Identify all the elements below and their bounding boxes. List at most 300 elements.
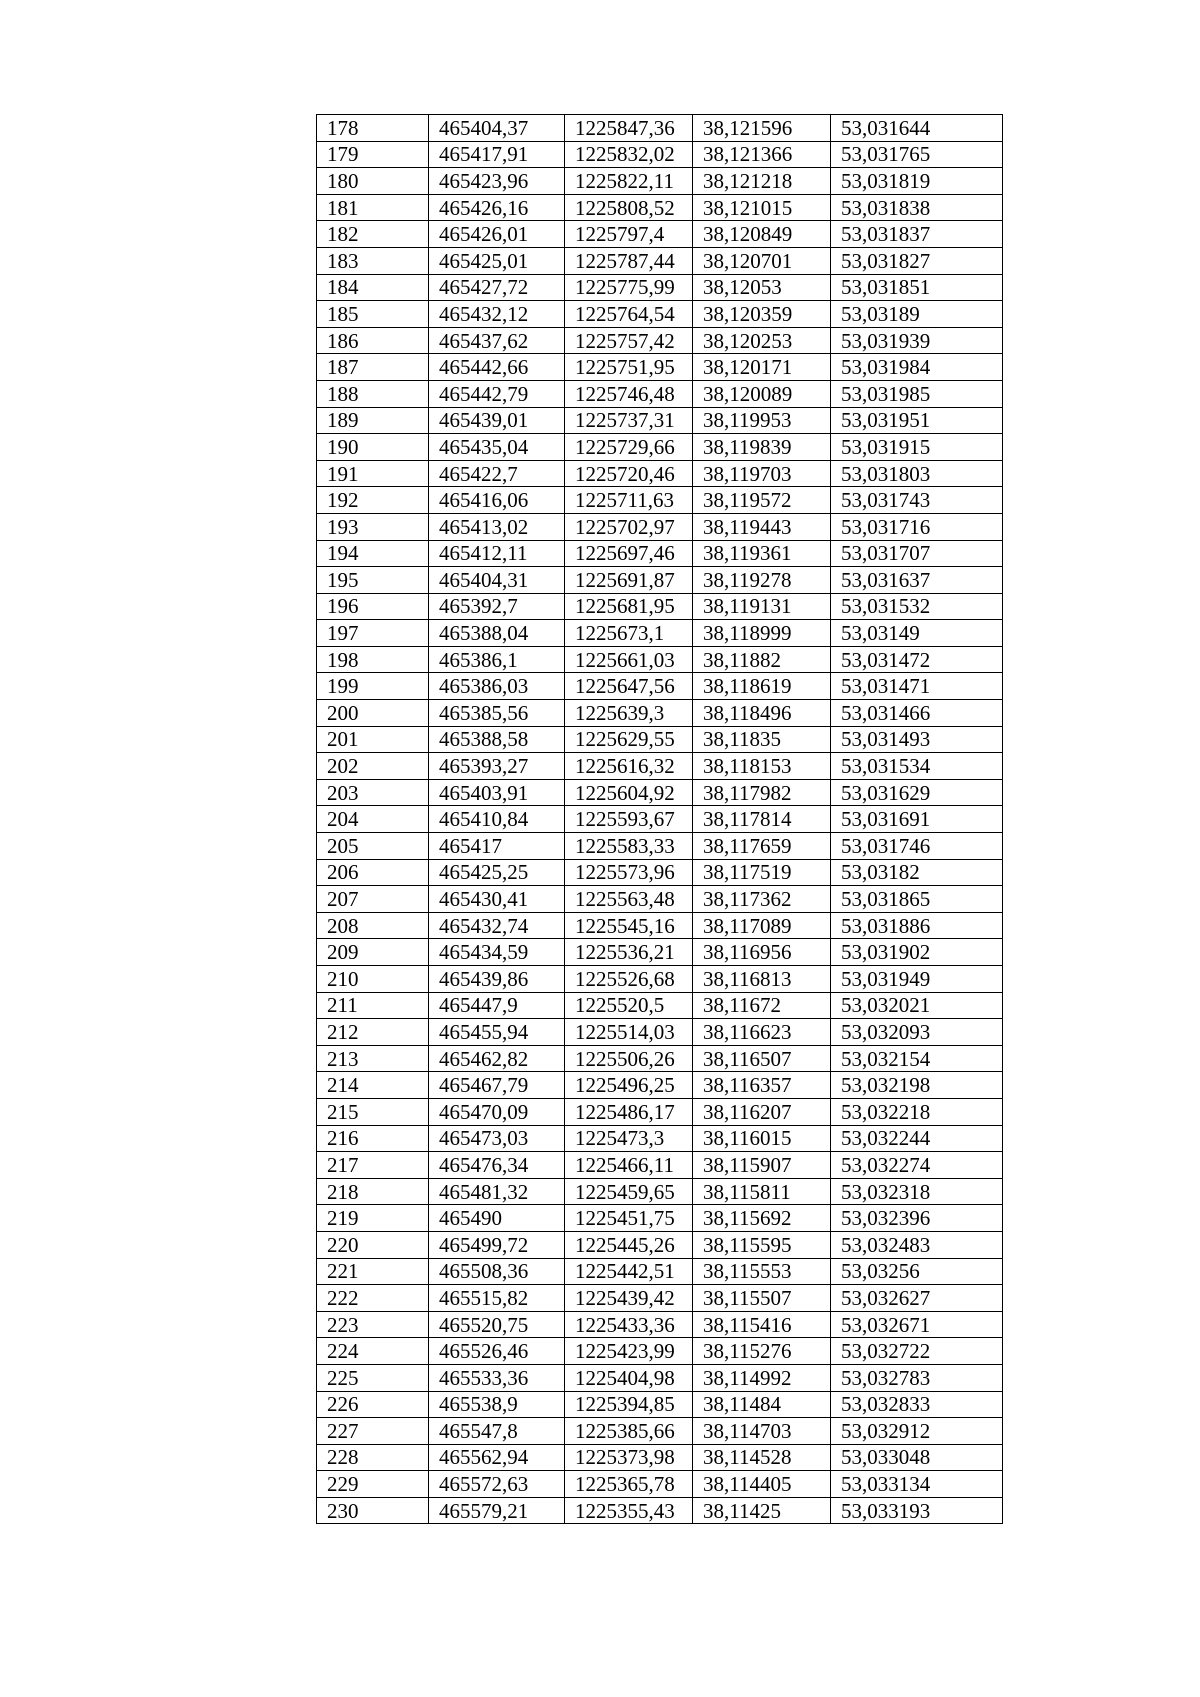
x-coordinate-cell: 465413,02 — [429, 513, 565, 540]
latitude-cell: 53,031637 — [831, 567, 1003, 594]
point-number-cell: 200 — [317, 700, 429, 727]
x-coordinate-cell: 465508,36 — [429, 1258, 565, 1285]
longitude-cell: 38,116623 — [693, 1019, 831, 1046]
point-number-cell: 222 — [317, 1285, 429, 1312]
point-number-cell: 189 — [317, 407, 429, 434]
point-number-cell: 195 — [317, 567, 429, 594]
point-number-cell: 215 — [317, 1098, 429, 1125]
coordinates-table — [316, 114, 1003, 1524]
latitude-cell: 53,03189 — [831, 301, 1003, 328]
y-coordinate-cell: 1225394,85 — [565, 1391, 693, 1418]
latitude-cell: 53,032318 — [831, 1178, 1003, 1205]
latitude-cell: 53,031851 — [831, 274, 1003, 301]
point-number-cell: 219 — [317, 1205, 429, 1232]
latitude-cell: 53,03149 — [831, 620, 1003, 647]
point-number-cell: 208 — [317, 912, 429, 939]
longitude-cell: 38,119572 — [693, 487, 831, 514]
y-coordinate-cell: 1225496,25 — [565, 1072, 693, 1099]
x-coordinate-cell: 465417,91 — [429, 141, 565, 168]
table-row — [317, 1125, 1003, 1152]
table-row — [317, 1019, 1003, 1046]
longitude-cell: 38,116207 — [693, 1098, 831, 1125]
y-coordinate-cell: 1225639,3 — [565, 700, 693, 727]
y-coordinate-cell: 1225729,66 — [565, 434, 693, 461]
point-number-cell: 187 — [317, 354, 429, 381]
point-number-cell: 197 — [317, 620, 429, 647]
table-row — [317, 1444, 1003, 1471]
latitude-cell: 53,031471 — [831, 673, 1003, 700]
longitude-cell: 38,117814 — [693, 806, 831, 833]
point-number-cell: 213 — [317, 1045, 429, 1072]
point-number-cell: 178 — [317, 115, 429, 142]
point-number-cell: 223 — [317, 1311, 429, 1338]
latitude-cell: 53,031472 — [831, 646, 1003, 673]
y-coordinate-cell: 1225775,99 — [565, 274, 693, 301]
y-coordinate-cell: 1225593,67 — [565, 806, 693, 833]
x-coordinate-cell: 465533,36 — [429, 1364, 565, 1391]
x-coordinate-cell: 465430,41 — [429, 886, 565, 913]
point-number-cell: 184 — [317, 274, 429, 301]
table-row — [317, 620, 1003, 647]
latitude-cell: 53,032396 — [831, 1205, 1003, 1232]
x-coordinate-cell: 465385,56 — [429, 700, 565, 727]
point-number-cell: 190 — [317, 434, 429, 461]
table-row — [317, 859, 1003, 886]
longitude-cell: 38,119953 — [693, 407, 831, 434]
x-coordinate-cell: 465425,01 — [429, 247, 565, 274]
x-coordinate-cell: 465426,01 — [429, 221, 565, 248]
y-coordinate-cell: 1225720,46 — [565, 460, 693, 487]
x-coordinate-cell: 465572,63 — [429, 1471, 565, 1498]
table-row — [317, 833, 1003, 860]
y-coordinate-cell: 1225691,87 — [565, 567, 693, 594]
point-number-cell: 218 — [317, 1178, 429, 1205]
x-coordinate-cell: 465579,21 — [429, 1497, 565, 1524]
y-coordinate-cell: 1225545,16 — [565, 912, 693, 939]
latitude-cell: 53,031915 — [831, 434, 1003, 461]
latitude-cell: 53,031951 — [831, 407, 1003, 434]
x-coordinate-cell: 465386,1 — [429, 646, 565, 673]
y-coordinate-cell: 1225355,43 — [565, 1497, 693, 1524]
x-coordinate-cell: 465388,04 — [429, 620, 565, 647]
point-number-cell: 212 — [317, 1019, 429, 1046]
x-coordinate-cell: 465404,37 — [429, 115, 565, 142]
x-coordinate-cell: 465425,25 — [429, 859, 565, 886]
longitude-cell: 38,11484 — [693, 1391, 831, 1418]
latitude-cell: 53,031939 — [831, 327, 1003, 354]
x-coordinate-cell: 465490 — [429, 1205, 565, 1232]
y-coordinate-cell: 1225536,21 — [565, 939, 693, 966]
latitude-cell: 53,031985 — [831, 380, 1003, 407]
x-coordinate-cell: 465439,01 — [429, 407, 565, 434]
y-coordinate-cell: 1225365,78 — [565, 1471, 693, 1498]
longitude-cell: 38,114992 — [693, 1364, 831, 1391]
table-row — [317, 1497, 1003, 1524]
y-coordinate-cell: 1225661,03 — [565, 646, 693, 673]
y-coordinate-cell: 1225681,95 — [565, 593, 693, 620]
latitude-cell: 53,032154 — [831, 1045, 1003, 1072]
longitude-cell: 38,118619 — [693, 673, 831, 700]
point-number-cell: 207 — [317, 886, 429, 913]
latitude-cell: 53,031743 — [831, 487, 1003, 514]
latitude-cell: 53,031746 — [831, 833, 1003, 860]
point-number-cell: 229 — [317, 1471, 429, 1498]
point-number-cell: 182 — [317, 221, 429, 248]
y-coordinate-cell: 1225746,48 — [565, 380, 693, 407]
table-row — [317, 1231, 1003, 1258]
longitude-cell: 38,121366 — [693, 141, 831, 168]
latitude-cell: 53,031819 — [831, 168, 1003, 195]
point-number-cell: 185 — [317, 301, 429, 328]
x-coordinate-cell: 465422,7 — [429, 460, 565, 487]
latitude-cell: 53,031644 — [831, 115, 1003, 142]
y-coordinate-cell: 1225808,52 — [565, 194, 693, 221]
point-number-cell: 202 — [317, 753, 429, 780]
longitude-cell: 38,119278 — [693, 567, 831, 594]
table-row — [317, 1072, 1003, 1099]
x-coordinate-cell: 465416,06 — [429, 487, 565, 514]
latitude-cell: 53,031902 — [831, 939, 1003, 966]
latitude-cell: 53,032274 — [831, 1152, 1003, 1179]
latitude-cell: 53,031886 — [831, 912, 1003, 939]
longitude-cell: 38,115553 — [693, 1258, 831, 1285]
latitude-cell: 53,032483 — [831, 1231, 1003, 1258]
y-coordinate-cell: 1225647,56 — [565, 673, 693, 700]
point-number-cell: 227 — [317, 1418, 429, 1445]
longitude-cell: 38,120701 — [693, 247, 831, 274]
table-row — [317, 1418, 1003, 1445]
table-row — [317, 700, 1003, 727]
longitude-cell: 38,118496 — [693, 700, 831, 727]
table-row — [317, 354, 1003, 381]
table-row — [317, 886, 1003, 913]
y-coordinate-cell: 1225764,54 — [565, 301, 693, 328]
x-coordinate-cell: 465562,94 — [429, 1444, 565, 1471]
latitude-cell: 53,031716 — [831, 513, 1003, 540]
longitude-cell: 38,115595 — [693, 1231, 831, 1258]
table-row — [317, 726, 1003, 753]
point-number-cell: 206 — [317, 859, 429, 886]
longitude-cell: 38,120359 — [693, 301, 831, 328]
longitude-cell: 38,120849 — [693, 221, 831, 248]
longitude-cell: 38,119703 — [693, 460, 831, 487]
longitude-cell: 38,115692 — [693, 1205, 831, 1232]
table-row — [317, 673, 1003, 700]
x-coordinate-cell: 465435,04 — [429, 434, 565, 461]
longitude-cell: 38,120171 — [693, 354, 831, 381]
table-row — [317, 380, 1003, 407]
point-number-cell: 180 — [317, 168, 429, 195]
x-coordinate-cell: 465386,03 — [429, 673, 565, 700]
x-coordinate-cell: 465404,31 — [429, 567, 565, 594]
longitude-cell: 38,117089 — [693, 912, 831, 939]
point-number-cell: 188 — [317, 380, 429, 407]
longitude-cell: 38,114405 — [693, 1471, 831, 1498]
x-coordinate-cell: 465388,58 — [429, 726, 565, 753]
point-number-cell: 204 — [317, 806, 429, 833]
y-coordinate-cell: 1225445,26 — [565, 1231, 693, 1258]
y-coordinate-cell: 1225473,3 — [565, 1125, 693, 1152]
point-number-cell: 183 — [317, 247, 429, 274]
y-coordinate-cell: 1225711,63 — [565, 487, 693, 514]
y-coordinate-cell: 1225702,97 — [565, 513, 693, 540]
x-coordinate-cell: 465417 — [429, 833, 565, 860]
y-coordinate-cell: 1225404,98 — [565, 1364, 693, 1391]
longitude-cell: 38,121015 — [693, 194, 831, 221]
y-coordinate-cell: 1225423,99 — [565, 1338, 693, 1365]
table-row — [317, 1471, 1003, 1498]
longitude-cell: 38,115416 — [693, 1311, 831, 1338]
latitude-cell: 53,031691 — [831, 806, 1003, 833]
longitude-cell: 38,115507 — [693, 1285, 831, 1312]
point-number-cell: 198 — [317, 646, 429, 673]
longitude-cell: 38,12053 — [693, 274, 831, 301]
table-row — [317, 1178, 1003, 1205]
x-coordinate-cell: 465470,09 — [429, 1098, 565, 1125]
table-row — [317, 646, 1003, 673]
longitude-cell: 38,119361 — [693, 540, 831, 567]
point-number-cell: 210 — [317, 966, 429, 993]
table-row — [317, 753, 1003, 780]
longitude-cell: 38,116813 — [693, 966, 831, 993]
y-coordinate-cell: 1225486,17 — [565, 1098, 693, 1125]
point-number-cell: 192 — [317, 487, 429, 514]
latitude-cell: 53,031827 — [831, 247, 1003, 274]
point-number-cell: 196 — [317, 593, 429, 620]
longitude-cell: 38,120089 — [693, 380, 831, 407]
y-coordinate-cell: 1225573,96 — [565, 859, 693, 886]
point-number-cell: 221 — [317, 1258, 429, 1285]
longitude-cell: 38,121596 — [693, 115, 831, 142]
point-number-cell: 186 — [317, 327, 429, 354]
longitude-cell: 38,117362 — [693, 886, 831, 913]
latitude-cell: 53,032627 — [831, 1285, 1003, 1312]
point-number-cell: 201 — [317, 726, 429, 753]
point-number-cell: 181 — [317, 194, 429, 221]
latitude-cell: 53,031984 — [831, 354, 1003, 381]
x-coordinate-cell: 465392,7 — [429, 593, 565, 620]
longitude-cell: 38,117982 — [693, 779, 831, 806]
latitude-cell: 53,032833 — [831, 1391, 1003, 1418]
y-coordinate-cell: 1225604,92 — [565, 779, 693, 806]
point-number-cell: 209 — [317, 939, 429, 966]
longitude-cell: 38,11835 — [693, 726, 831, 753]
x-coordinate-cell: 465439,86 — [429, 966, 565, 993]
longitude-cell: 38,118999 — [693, 620, 831, 647]
table-row — [317, 407, 1003, 434]
point-number-cell: 199 — [317, 673, 429, 700]
latitude-cell: 53,033193 — [831, 1497, 1003, 1524]
y-coordinate-cell: 1225563,48 — [565, 886, 693, 913]
table-row — [317, 806, 1003, 833]
x-coordinate-cell: 465481,32 — [429, 1178, 565, 1205]
point-number-cell: 214 — [317, 1072, 429, 1099]
x-coordinate-cell: 465538,9 — [429, 1391, 565, 1418]
y-coordinate-cell: 1225697,46 — [565, 540, 693, 567]
y-coordinate-cell: 1225526,68 — [565, 966, 693, 993]
table-row — [317, 513, 1003, 540]
latitude-cell: 53,032093 — [831, 1019, 1003, 1046]
y-coordinate-cell: 1225385,66 — [565, 1418, 693, 1445]
longitude-cell: 38,116507 — [693, 1045, 831, 1072]
latitude-cell: 53,031838 — [831, 194, 1003, 221]
x-coordinate-cell: 465467,79 — [429, 1072, 565, 1099]
latitude-cell: 53,032021 — [831, 992, 1003, 1019]
table-row — [317, 327, 1003, 354]
table-row — [317, 487, 1003, 514]
latitude-cell: 53,033134 — [831, 1471, 1003, 1498]
table-row — [317, 1152, 1003, 1179]
latitude-cell: 53,032783 — [831, 1364, 1003, 1391]
table-row — [317, 1285, 1003, 1312]
longitude-cell: 38,116357 — [693, 1072, 831, 1099]
latitude-cell: 53,032198 — [831, 1072, 1003, 1099]
x-coordinate-cell: 465499,72 — [429, 1231, 565, 1258]
y-coordinate-cell: 1225442,51 — [565, 1258, 693, 1285]
latitude-cell: 53,031765 — [831, 141, 1003, 168]
table-row — [317, 567, 1003, 594]
x-coordinate-cell: 465393,27 — [429, 753, 565, 780]
longitude-cell: 38,11672 — [693, 992, 831, 1019]
latitude-cell: 53,032671 — [831, 1311, 1003, 1338]
table-row — [317, 460, 1003, 487]
latitude-cell: 53,031532 — [831, 593, 1003, 620]
latitude-cell: 53,031629 — [831, 779, 1003, 806]
longitude-cell: 38,119131 — [693, 593, 831, 620]
latitude-cell: 53,032244 — [831, 1125, 1003, 1152]
y-coordinate-cell: 1225832,02 — [565, 141, 693, 168]
y-coordinate-cell: 1225737,31 — [565, 407, 693, 434]
latitude-cell: 53,031466 — [831, 700, 1003, 727]
longitude-cell: 38,117659 — [693, 833, 831, 860]
coordinates-table-body — [317, 115, 1003, 1524]
table-row — [317, 168, 1003, 195]
point-number-cell: 194 — [317, 540, 429, 567]
table-row — [317, 992, 1003, 1019]
point-number-cell: 211 — [317, 992, 429, 1019]
y-coordinate-cell: 1225822,11 — [565, 168, 693, 195]
x-coordinate-cell: 465437,62 — [429, 327, 565, 354]
y-coordinate-cell: 1225757,42 — [565, 327, 693, 354]
table-row — [317, 221, 1003, 248]
table-row — [317, 1364, 1003, 1391]
table-row — [317, 247, 1003, 274]
latitude-cell: 53,031534 — [831, 753, 1003, 780]
longitude-cell: 38,116015 — [693, 1125, 831, 1152]
x-coordinate-cell: 465455,94 — [429, 1019, 565, 1046]
longitude-cell: 38,11882 — [693, 646, 831, 673]
table-row — [317, 1258, 1003, 1285]
x-coordinate-cell: 465526,46 — [429, 1338, 565, 1365]
x-coordinate-cell: 465473,03 — [429, 1125, 565, 1152]
x-coordinate-cell: 465462,82 — [429, 1045, 565, 1072]
longitude-cell: 38,117519 — [693, 859, 831, 886]
table-row — [317, 1205, 1003, 1232]
longitude-cell: 38,118153 — [693, 753, 831, 780]
latitude-cell: 53,033048 — [831, 1444, 1003, 1471]
table-row — [317, 115, 1003, 142]
y-coordinate-cell: 1225433,36 — [565, 1311, 693, 1338]
x-coordinate-cell: 465434,59 — [429, 939, 565, 966]
y-coordinate-cell: 1225616,32 — [565, 753, 693, 780]
table-row — [317, 141, 1003, 168]
point-number-cell: 193 — [317, 513, 429, 540]
y-coordinate-cell: 1225583,33 — [565, 833, 693, 860]
x-coordinate-cell: 465427,72 — [429, 274, 565, 301]
x-coordinate-cell: 465432,12 — [429, 301, 565, 328]
point-number-cell: 228 — [317, 1444, 429, 1471]
longitude-cell: 38,115276 — [693, 1338, 831, 1365]
table-row — [317, 939, 1003, 966]
longitude-cell: 38,116956 — [693, 939, 831, 966]
longitude-cell: 38,114528 — [693, 1444, 831, 1471]
table-row — [317, 1338, 1003, 1365]
table-row — [317, 1098, 1003, 1125]
latitude-cell: 53,031949 — [831, 966, 1003, 993]
x-coordinate-cell: 465432,74 — [429, 912, 565, 939]
x-coordinate-cell: 465426,16 — [429, 194, 565, 221]
y-coordinate-cell: 1225506,26 — [565, 1045, 693, 1072]
x-coordinate-cell: 465442,66 — [429, 354, 565, 381]
table-row — [317, 540, 1003, 567]
x-coordinate-cell: 465515,82 — [429, 1285, 565, 1312]
table-row — [317, 779, 1003, 806]
y-coordinate-cell: 1225629,55 — [565, 726, 693, 753]
x-coordinate-cell: 465447,9 — [429, 992, 565, 1019]
latitude-cell: 53,031865 — [831, 886, 1003, 913]
point-number-cell: 220 — [317, 1231, 429, 1258]
point-number-cell: 226 — [317, 1391, 429, 1418]
point-number-cell: 191 — [317, 460, 429, 487]
point-number-cell: 224 — [317, 1338, 429, 1365]
point-number-cell: 230 — [317, 1497, 429, 1524]
latitude-cell: 53,032218 — [831, 1098, 1003, 1125]
latitude-cell: 53,031493 — [831, 726, 1003, 753]
longitude-cell: 38,119443 — [693, 513, 831, 540]
y-coordinate-cell: 1225459,65 — [565, 1178, 693, 1205]
y-coordinate-cell: 1225797,4 — [565, 221, 693, 248]
table-row — [317, 966, 1003, 993]
x-coordinate-cell: 465442,79 — [429, 380, 565, 407]
y-coordinate-cell: 1225751,95 — [565, 354, 693, 381]
latitude-cell: 53,03182 — [831, 859, 1003, 886]
x-coordinate-cell: 465412,11 — [429, 540, 565, 567]
point-number-cell: 203 — [317, 779, 429, 806]
table-row — [317, 194, 1003, 221]
longitude-cell: 38,115811 — [693, 1178, 831, 1205]
x-coordinate-cell: 465520,75 — [429, 1311, 565, 1338]
latitude-cell: 53,031837 — [831, 221, 1003, 248]
y-coordinate-cell: 1225451,75 — [565, 1205, 693, 1232]
y-coordinate-cell: 1225787,44 — [565, 247, 693, 274]
latitude-cell: 53,03256 — [831, 1258, 1003, 1285]
y-coordinate-cell: 1225466,11 — [565, 1152, 693, 1179]
latitude-cell: 53,031803 — [831, 460, 1003, 487]
longitude-cell: 38,115907 — [693, 1152, 831, 1179]
x-coordinate-cell: 465410,84 — [429, 806, 565, 833]
point-number-cell: 216 — [317, 1125, 429, 1152]
point-number-cell: 225 — [317, 1364, 429, 1391]
point-number-cell: 205 — [317, 833, 429, 860]
table-row — [317, 1045, 1003, 1072]
longitude-cell: 38,119839 — [693, 434, 831, 461]
x-coordinate-cell: 465547,8 — [429, 1418, 565, 1445]
table-row — [317, 912, 1003, 939]
longitude-cell: 38,121218 — [693, 168, 831, 195]
point-number-cell: 217 — [317, 1152, 429, 1179]
table-row — [317, 301, 1003, 328]
y-coordinate-cell: 1225847,36 — [565, 115, 693, 142]
